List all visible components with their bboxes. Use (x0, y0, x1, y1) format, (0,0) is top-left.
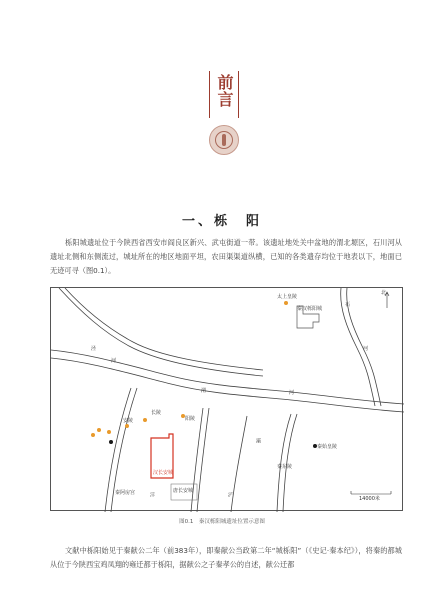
map-dot (125, 424, 129, 428)
label-feng: 沣 (149, 492, 155, 497)
body-paragraph: 文献中栎阳始见于秦献公二年（前383年），即秦献公当政第二年“城栎阳”（《史记·秦本纪》），将秦的都城从位于今陕西宝鸡凤翔的雍迁都于栎阳，据献公之子秦孝公的自述，献公迁都 (50, 546, 402, 569)
map-dot (109, 440, 113, 444)
label-zhaoling: 秦始皇陵 (317, 444, 338, 450)
label-anling: 安陵 (123, 418, 134, 424)
map-drawing (51, 288, 404, 512)
label-qinhan-liyang: 秦汉栎阳城 (297, 306, 323, 312)
figure-caption: 图0.1 秦汉栎阳城遗址位置示意图 (179, 519, 265, 525)
label-taishang: 太上皇陵 (277, 294, 298, 300)
section-title: 一、栎 阳 (181, 214, 262, 229)
intro-paragraph: 栎阳城遗址位于今陕西省西安市阎良区新兴、武屯街道一带。该遗址地处关中盆地的渭北塬区，石川河从遗址北侧和东侧流过，城址所在的地区地面平坦，农田渠渠道纵横，已知的各类遗存均位于地表以下，地面已无迹可寻（图0.1）。 (50, 238, 402, 275)
map-dot (284, 301, 288, 305)
label-jing-river: 河 (111, 358, 117, 364)
label-wei-river: 河 (289, 390, 295, 396)
map-dot (91, 433, 95, 437)
label-north: 北 (381, 290, 387, 296)
label-shi: 石 (345, 302, 351, 308)
map-dot (107, 430, 111, 434)
chapter-heading (209, 71, 239, 118)
chapter-title: 前言 (215, 74, 234, 108)
label-ba: 灞 (255, 438, 261, 443)
label-han-changan: 汉长安城 (153, 470, 174, 476)
label-chan: 浐 (227, 492, 233, 497)
map-dot (97, 428, 101, 432)
label-jing: 泾 (91, 346, 97, 352)
label-yangling: 阳陵 (185, 416, 196, 422)
label-changling: 长陵 (151, 410, 162, 416)
label-scale: 14000米 (359, 496, 380, 502)
label-qin-afang: 秦阿房宫 (115, 490, 136, 496)
label-wei: 渭 (201, 388, 207, 394)
map-dot (143, 418, 147, 422)
label-qin-dongling: 秦东陵 (277, 464, 293, 470)
label-tang-changan: 唐长安城 (173, 488, 194, 494)
label-shi-he: 河 (363, 346, 369, 352)
site-location-map (50, 287, 403, 511)
seal-ornament-icon (209, 125, 239, 155)
